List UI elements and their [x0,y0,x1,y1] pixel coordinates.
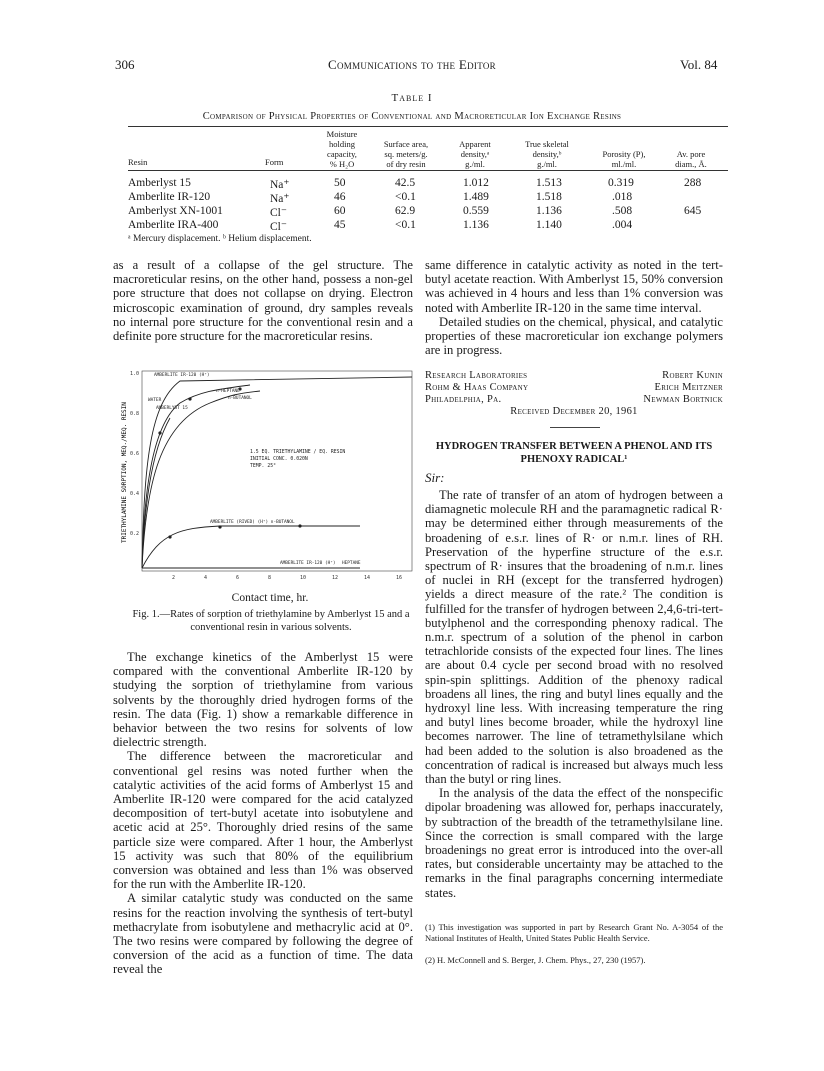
x-tick-label: 16 [396,575,403,581]
y-tick-label: 0.8 [130,411,140,417]
y-tick-label: 1.0 [130,371,140,377]
x-tick-label: 10 [300,575,307,581]
figure-caption: Fig. 1.—Rates of sorption of triethylamine by Amberlyst 15 and a conventional resin in various solvents. [132,609,410,633]
salutation: Sir: [425,470,445,485]
right-column-text-bottom [425,488,723,900]
footnote: (1) This investigation was supported in part by Research Grant No. A-3054 of the National Institutes of Health, United States Public Health Service. [425,922,723,943]
curve-label: AMBERLYST 15 [156,406,188,411]
header-surface-area: Surface area, sq. meters/g. of dry resin [383,139,429,169]
y-tick-label: 0.4 [130,491,140,497]
y-tick-label: 0.2 [130,531,140,537]
left-column-text-bottom [113,650,413,977]
paragraph: The rate of transfer of an atom of hydrogen between a diamagnetic molecule RH and the paramagnetic radical R· may be determined either through measurements of the broadening of e.s.r. lines of R· or n.m.r. lines of RH. Preservation of the hyperfine structure of the e.s.r. spectrum of R· insures that the broadening of n.m.r. lines of nuclei in RH (except for the transferred hydrogen) yields a direct measure of the rate.² The condition is fulfilled for the transfer of hydrogen between 2,4,6-tri-tert-butylphenol and the corresponding phenoxy radical. The n.m.r. spectrum of a solution of the phenol in carbon tetrachloride consists of the expected four lines. The lines are about 0.4 cycle per second broad with no resolved spin-spin splittings. Addition of the phenoxy radical broadens all lines, the ring and butyl lines equally and the hydroxyl line less. With increasing temperature the ring and butyl lines become broader, while the hydroxyl line becomes narrower. The line of tetramethylsilane which had been added to the solution is also broadened as the concentration of radical is increased but always much less than the butyl or ring lines. [425,488,723,787]
footnote: (2) H. McConnell and S. Berger, J. Chem. Phys., 27, 230 (1957). [425,955,646,965]
table-caption: Comparison of Physical Properties of Conventional and Macroreticular Ion Exchange Resins [202,111,622,122]
curve-label: AMBERLITE IR-120 (H⁺) [154,373,210,378]
divider [550,427,600,428]
y-axis-label: TRIETHYLAMINE SORPTION, MEQ./MEQ. RESIN [121,402,128,543]
curve-label: n-HEPTANE [216,389,240,394]
paragraph: The difference between the macroreticular and conventional gel resins was noted further when the catalytic activities of the acid forms of Amberlyst 15 and Amberlite IR-120 were compared for the acid catalyzed decomposition of tert-butyl acetate into isobutylene and acetic acid at 25°. Thoroughly dried resins of the same particle size were compared. After 1 hour, the Amberlyst 15 activity was such that 80% of the equilibrium conversion was obtained and less than 1% was observed for the run with the Amberlite IR-120. [113,749,413,892]
received-date: Received December 20, 1961 [510,406,638,417]
curve-label: WATER [148,398,162,403]
left-column-text-top [113,258,413,343]
x-tick-label: 14 [364,575,371,581]
paragraph: The exchange kinetics of the Amberlyst 15 were compared with the conventional Amberlite IR-120 by studying the sorption of triethylamine from various solvents by the thoroughly dried hydrogen forms of the resin. The data (Fig. 1) show a remarkable difference in behavior between the two resins for solvents of low dielectric strength. [113,650,413,750]
legend-line: 1.5 EQ. TRIETHYLAMINE / EQ. RESIN [250,450,346,455]
curve-label: n-BUTANOL [228,396,252,401]
x-axis-label: Contact time, hr. [231,592,309,604]
header-pore-diameter: Av. pore diam., Å. [675,149,707,169]
x-tick-label: 2 [172,575,176,581]
x-tick-label: 8 [268,575,272,581]
table-title: Table I [391,92,433,104]
header-moisture: Moisture holding capacity, % H₂O [326,129,358,169]
page-number: 306 [115,57,135,72]
x-tick-label: 12 [332,575,339,581]
curve-label: HEPTANE [342,561,361,566]
paragraph: same difference in catalytic activity as noted in the tert-butyl acetate reaction. With Amberlyst 15, 50% conversion was achieved in 4 hours and less than 1% conversion was noted with Amberlite IR-120 in the same time interval. [425,258,723,315]
volume-number: Vol. 84 [680,57,718,72]
paragraph: A similar catalytic study was conducted on the same resins for the reaction involving the synthesis of tert-butyl methacrylate from isobutylene and methacrylic acid at 0°. The two resins were compared by following the degree of conversion of the acid as a function of time. The data reveal the [113,891,413,977]
y-tick-label: 0.6 [130,451,140,457]
curve-label: AMBERLITE (RIVED) (H⁺) n-BUTANOL [210,520,295,525]
x-tick-label: 6 [236,575,240,581]
signature-affiliation: Research Laboratories Rohm & Haas Company Philadelphia, Pa. [425,370,529,405]
right-column-text-top [425,258,723,357]
table-header-rule [128,170,728,171]
curve-amberlyst-15 [142,418,170,568]
plot-frame [142,371,412,571]
header-resin: Resin [128,157,148,167]
legend-line: INITIAL CONC. 0.020N [250,457,308,462]
legend-line: TEMP. 25° [250,464,276,469]
article-title: HYDROGEN TRANSFER BETWEEN A PHENOL AND ITS PHENOXY RADICAL¹ [435,441,713,465]
table-footnote: ᵃ Mercury displacement. ᵇ Helium displacement. [128,234,312,244]
signature-authors: Robert Kunin Erich Meitzner Newman Bortnick [643,370,723,405]
running-title: Communications to the Editor [328,57,496,72]
paragraph: as a result of a collapse of the gel structure. The macroreticular resins, on the other hand, possess a non-gel pore structure that does not collapse on drying. Electron microscopic examination of ground, dry samples reveals no internal pore structure for the conventional resin and a definite pore structure for the macroreticular resins. [113,258,413,344]
table-top-rule [128,126,728,127]
header-skeletal-density: True skeletal density,ᵇ g./ml. [525,139,569,169]
x-tick-label: 4 [204,575,208,581]
header-apparent-density: Apparent density,ᵃ g./ml. [459,139,491,169]
curve-label: AMBERLITE IR-120 (H⁺) [280,561,336,566]
header-porosity: Porosity (P), ml./ml. [602,149,646,169]
curve-butanol [142,391,260,568]
paragraph: In the analysis of the data the effect of the nonspecific dipolar broadening was allowed for, perhaps inaccurately, by subtraction of the breadth of the tetramethylsilane line. Since the correction is small compared with the large broadenings no great error is introduced into the over-all rates, but considerable uncertainty may be attached to the remarks in the final paragraphs concerning intermediate states. [425,786,723,900]
header-form: Form [265,157,284,167]
paragraph: Detailed studies on the chemical, physical, and catalytic properties of these macroreticular ion exchange polymers are in progress. [425,314,723,358]
